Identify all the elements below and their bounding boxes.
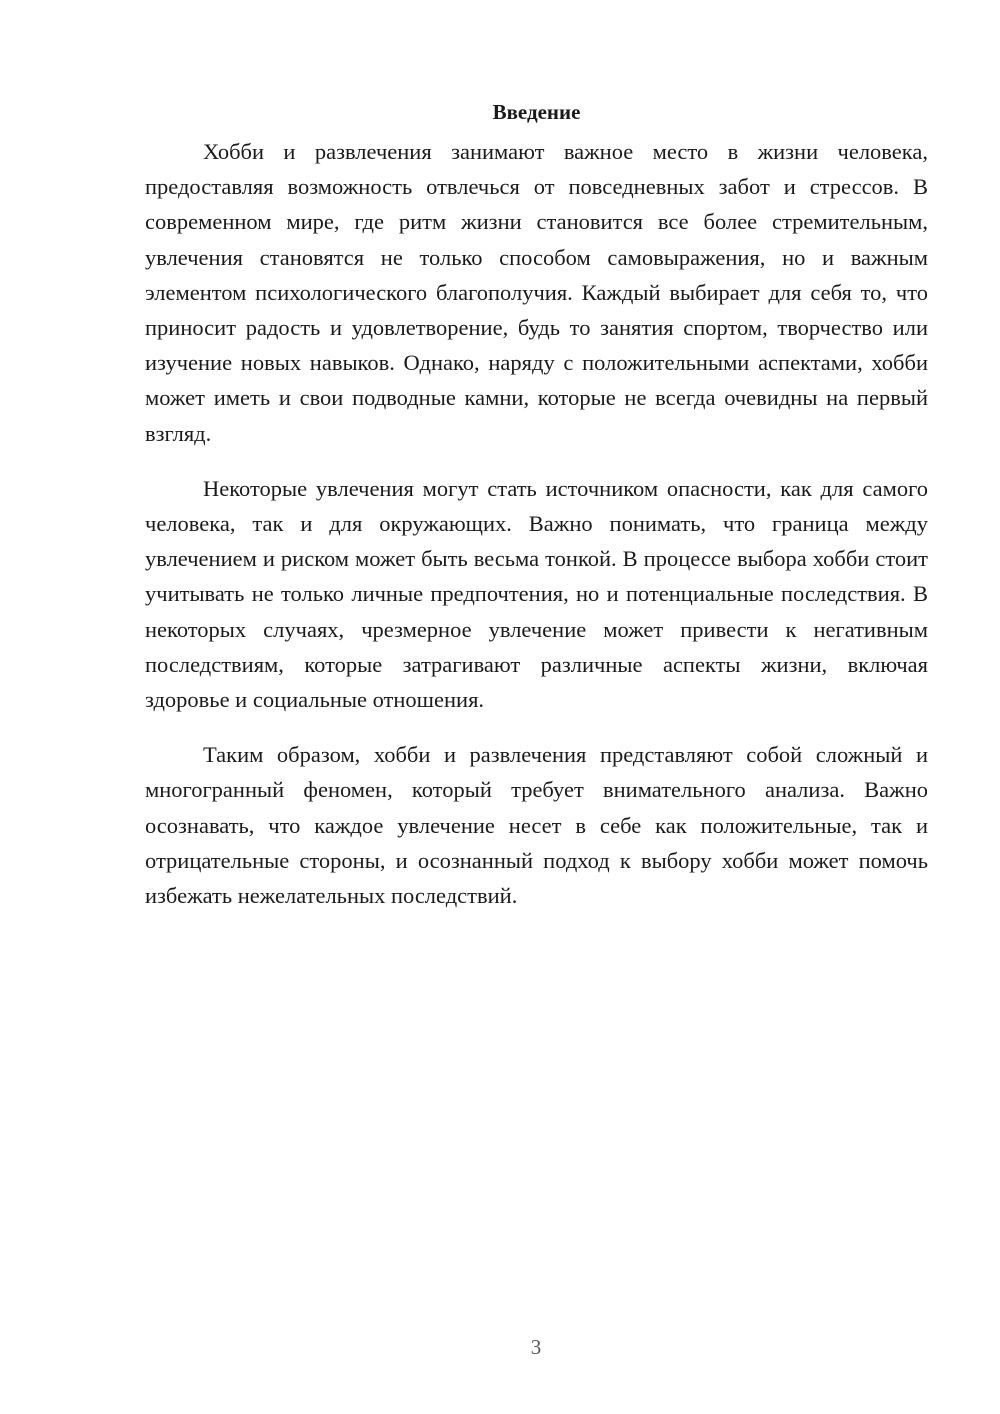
paragraph-1: Хобби и развлечения занимают важное место в жизни человека, предоставляя возможность отвлечься от повседневных забот и стрессов. В современном мире, где ритм жизни становится все более стремительным, увлечения становятся не только способом самовыражения, но и важным элементом психологического благополучия. Каждый выбирает для себя то, что приносит радость и удовлетворение, будь то занятия спортом, творчество или изучение новых навыков. Однако, наряду с положительными аспектами, хобби может иметь и свои подводные камни, которые не всегда очевидны на первый взгляд.	[145, 139, 928, 446]
page-content	[145, 96, 928, 933]
paragraph-3: Таким образом, хобби и развлечения представляют собой сложный и многогранный феномен, который требует внимательного анализа. Важно осознавать, что каждое увлечение несет в себе как положительные, так и отрицательные стороны, и осознанный подход к выбору хобби может помочь избежать нежелательных последствий.	[145, 742, 928, 909]
page-number: 3	[530, 1335, 542, 1359]
section-heading: Введение	[492, 100, 581, 124]
paragraph-2: Некоторые увлечения могут стать источником опасности, как для самого человека, так и для окружающих. Важно понимать, что граница между увлечением и риском может быть весьма тонкой. В процессе выбора хобби стоит учитывать не только личные предпочтения, но и потенциальные последствия. В некоторых случаях, чрезмерное увлечение может привести к негативным последствиям, которые затрагивают различные аспекты жизни, включая здоровье и социальные отношения.	[145, 475, 928, 713]
